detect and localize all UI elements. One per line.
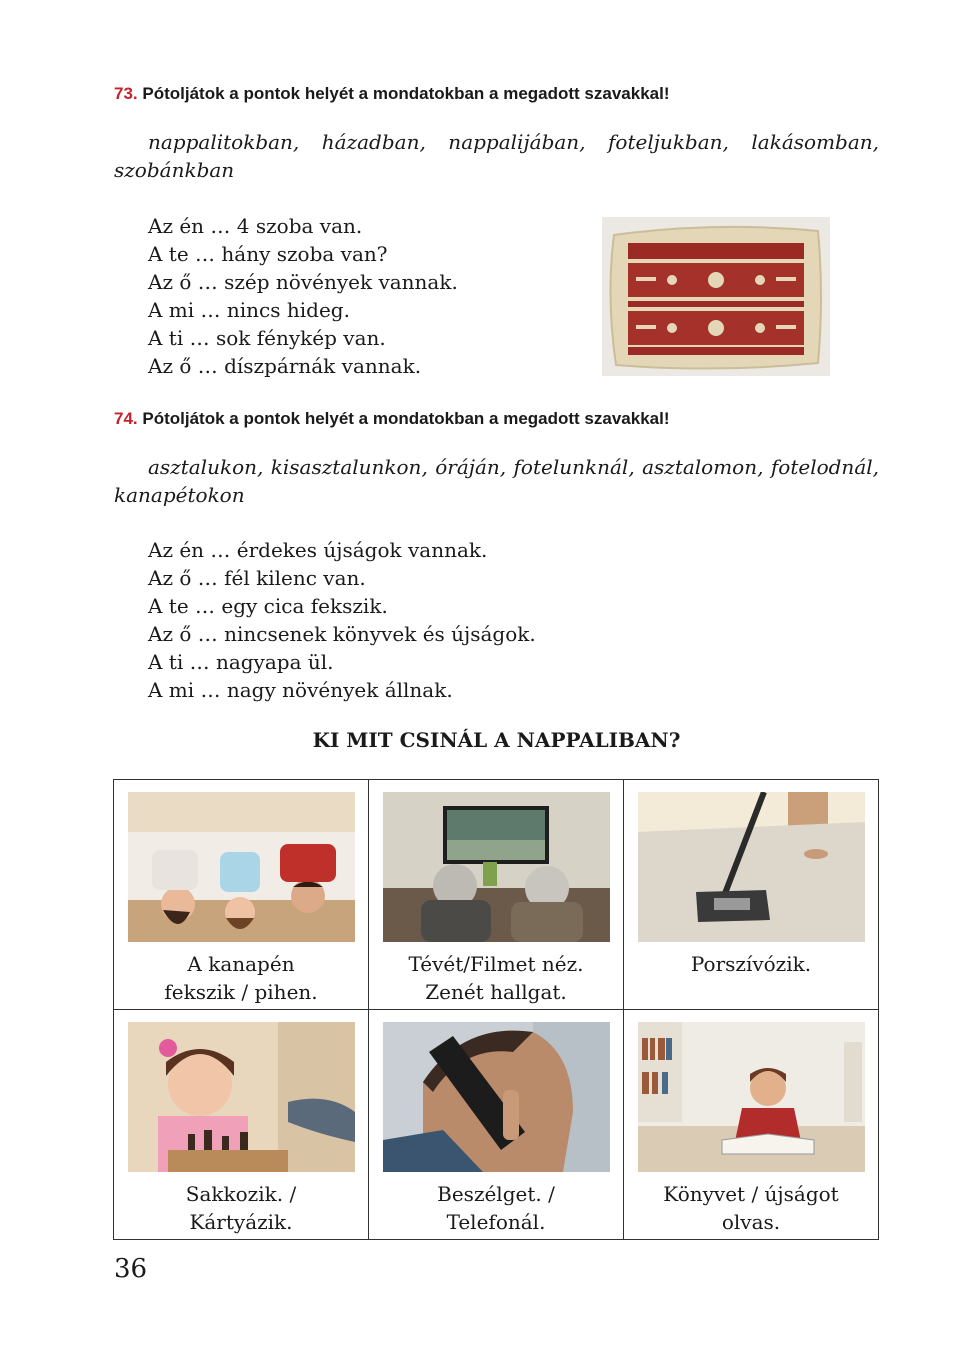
man-on-phone-photo bbox=[383, 1022, 610, 1172]
sentence: Az ő … szép növények vannak. bbox=[148, 270, 458, 294]
sentence: Az ő … díszpárnák vannak. bbox=[148, 354, 422, 378]
section-title: KI MIT CSINÁL A NAPPALIBAN? bbox=[312, 728, 681, 752]
activity-cell bbox=[369, 780, 624, 1010]
activity-cell bbox=[369, 1010, 624, 1240]
exercise-number: 74. bbox=[114, 409, 138, 428]
sentence: Az én … 4 szoba van. bbox=[148, 214, 363, 238]
activity-caption: Porszívózik. bbox=[690, 952, 812, 976]
activity-caption: fekszik / pihen. bbox=[164, 980, 318, 1004]
sentence: Az én … érdekes újságok vannak. bbox=[148, 538, 488, 562]
exercise-74-word-list: asztalukon, kisasztalunkon, óráján, fotelunknál, asztalomon, fotelodnál, kanapétokon bbox=[114, 455, 879, 507]
activity-cell bbox=[114, 780, 369, 1010]
sentence: A ti … nagyapa ül. bbox=[148, 650, 334, 674]
exercise-74-sentences bbox=[148, 536, 536, 704]
exercise-number: 73. bbox=[114, 84, 138, 103]
sentence: A mi … nagy növények állnak. bbox=[148, 678, 453, 702]
sentence: A mi … nincs hideg. bbox=[148, 298, 350, 322]
exercise-instruction: Pótoljátok a pontok helyét a mondatokban a megadott szavakkal! bbox=[142, 84, 670, 103]
activity-caption: Zenét hallgat. bbox=[425, 980, 567, 1004]
activity-caption: Sakkozik. / bbox=[185, 1182, 297, 1206]
watching-tv-photo bbox=[383, 792, 610, 942]
activity-caption: olvas. bbox=[721, 1210, 781, 1234]
embroidered-cushion-photo bbox=[602, 217, 830, 376]
activity-caption: Tévét/Filmet néz. bbox=[408, 952, 584, 976]
activity-grid bbox=[113, 779, 879, 1240]
activity-caption: A kanapén bbox=[187, 952, 295, 976]
exercise-73-sentences bbox=[148, 212, 458, 380]
exercise-74-heading bbox=[114, 409, 670, 429]
page-number: 36 bbox=[114, 1254, 148, 1284]
sentence: Az ő … nincsenek könyvek és újságok. bbox=[148, 622, 536, 646]
vacuum-cleaner-photo bbox=[638, 792, 865, 942]
sentence: A ti … sok fénykép van. bbox=[148, 326, 386, 350]
activity-caption: Telefonál. bbox=[446, 1210, 546, 1234]
activity-cell bbox=[114, 1010, 369, 1240]
sentence: Az ő … fél kilenc van. bbox=[148, 566, 366, 590]
activity-caption: Könyvet / újságot bbox=[663, 1182, 839, 1206]
activity-caption: Beszélget. / bbox=[437, 1182, 555, 1206]
activity-caption: Kártyázik. bbox=[189, 1210, 293, 1234]
boy-reading-book-photo bbox=[638, 1022, 865, 1172]
exercise-instruction: Pótoljátok a pontok helyét a mondatokban a megadott szavakkal! bbox=[142, 409, 670, 428]
girl-playing-chess-photo bbox=[128, 1022, 355, 1172]
exercise-73-heading bbox=[114, 84, 670, 104]
family-on-sofa-photo bbox=[128, 792, 355, 942]
activity-cell bbox=[624, 780, 879, 1010]
exercise-73-word-list: nappalitokban, házadban, nappalijában, foteljukban, lakásomban, szobánkban bbox=[114, 130, 879, 182]
sentence: A te … hány szoba van? bbox=[148, 242, 388, 266]
sentence: A te … egy cica fekszik. bbox=[148, 594, 388, 618]
activity-cell bbox=[624, 1010, 879, 1240]
